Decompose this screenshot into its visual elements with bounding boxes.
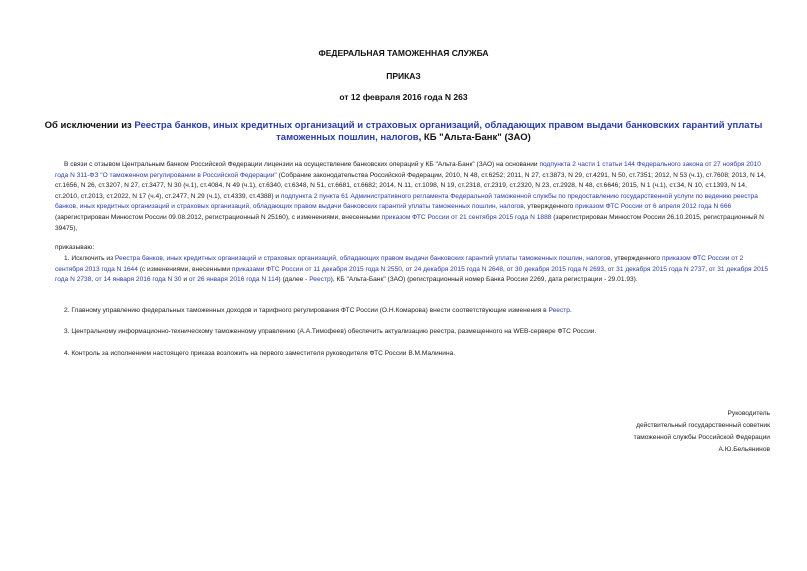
item1-text-9: и — [181, 276, 189, 284]
signature-line-3: таможенной службы Российской Федерации — [633, 434, 770, 441]
order-2550-link[interactable]: приказами ФТС России от 11 декабря 2015 года N 2550 — [231, 265, 402, 273]
item1-text-8: , — [91, 276, 96, 284]
preamble-text-4: (зарегистрирован Минюстом России 09.08.2012, регистрационный N 25160), с изменениями, внесенными — [55, 213, 382, 221]
item1-text-2: , утвержденного — [610, 255, 662, 262]
preamble-paragraph — [55, 160, 771, 234]
order-30-link[interactable]: от 14 января 2016 года N 30 — [95, 276, 182, 284]
item1-text-11: ), КБ "Альта-Банк" (ЗАО) (регистрационный номер Банка России 2269, дата регистрации - 29.01.93). — [330, 276, 638, 284]
registry-link[interactable]: Реестра банков, иных кредитных организаций и страховых организаций, обладающих правом выдачи банковских гарантий уплаты таможенных пошлин, налогов — [114, 255, 611, 262]
signature-line-4: А.Ю.Бельянинов — [718, 446, 770, 453]
title-prefix: Об исключении из — [44, 120, 135, 131]
doc-type-heading: ПРИКАЗ — [386, 71, 421, 81]
item1-text-5: , — [503, 265, 507, 273]
order-114-link[interactable]: от 26 января 2016 года N 114 — [188, 276, 279, 284]
order-item-4: 4. Контроль за исполнением настоящего приказа возложить на первого заместителя руководителя ФТС России В.М.Малинина. — [64, 350, 456, 357]
registry-short-link[interactable]: Реестр — [309, 276, 331, 284]
item1-text-3: (с изменениями, внесенными — [137, 265, 232, 273]
title-registry-link[interactable]: Реестра банков, иных кредитных организаций и страховых организаций, обладающих правом выдачи банковских гарантий уплаты таможенных пошлин, налогов — [134, 120, 763, 143]
order-item-3: 3. Центральному информационно-техническому таможенному управлению (А.А.Тимофеев) обеспечить актуализацию реестра, размещенного на WEB-сервере ФТС России. — [64, 328, 597, 335]
order-2737-link[interactable]: от 31 декабря 2015 года N 2737 — [607, 265, 706, 273]
signature-line-1: Руководитель — [727, 410, 770, 417]
item1-text-7: , — [705, 265, 709, 273]
signature-block — [530, 408, 770, 456]
order-2693-link[interactable]: от 30 декабря 2015 года N 2693 — [506, 265, 605, 273]
item1-text-1: 1. Исключить из — [64, 255, 115, 262]
title-suffix: , КБ "Альта-Банк" (ЗАО) — [418, 132, 531, 143]
item2-text-2: . — [569, 307, 572, 314]
agency-heading: ФЕДЕРАЛЬНАЯ ТАМОЖЕННАЯ СЛУЖБА — [318, 48, 489, 58]
preamble-text-2: (Собрание законодательства Российской Федерации, 2010, N 48, ст.6252; 2011, N 27, ст.3873, N 29, ст.4291, N 50, ст.7351; 2012, N 53 (ч.1), ст.7608; 2013, N 14, ст.1656, N 26, ст.3207, N 27, ст.3477, N 30 (ч.1), ст.4084, N 49 (ч.1), ст.6340, ст.6348, N 51, ст.6681, ст.6682; 2014, N 11, ст.1098, N 19, ст.2318, ст.2319, ст.2320, N 23, ст.2928, N 48, ст.6646; 2015, N 1 (ч.1), ст.34, N 10, ст.1393, N 14, ст.2010, ст.2013, ст.2022, N 17 (ч.4), ст.2477, N 29 (ч.1), ст.4339, ст.4388) и — [55, 171, 766, 200]
order-item-1 — [55, 254, 771, 286]
item2-text-1: 2. Главному управлению федеральных таможенных доходов и тарифного регулирования ФТС России (О.Н.Комарова) внести соответствующие изменения в — [64, 307, 549, 314]
order-1888-link[interactable]: приказом ФТС России от 21 сентября 2015 года N 1888 — [381, 213, 552, 221]
date-number-heading: от 12 февраля 2016 года N 263 — [339, 92, 468, 102]
item1-text-10: ) (далее - — [278, 276, 310, 284]
preamble-text-3: , утвержденного — [523, 203, 576, 211]
preamble-text-1: В связи с отзывом Центральным банком Российской Федерации лицензии на осуществление банковских операций у КБ "Альта-Банк" (ЗАО) на основании — [64, 161, 540, 168]
item2-registry-link[interactable]: Реестр — [548, 307, 570, 314]
order-666-link[interactable]: приказом ФТС России от 6 апреля 2012 года N 666 — [575, 203, 732, 211]
signature-line-2: действительный государственный советник — [636, 422, 770, 429]
preamble-text-5: (зарегистрирован Минюстом России 26.10.2015, регистрационный N 39475), — [55, 213, 764, 232]
item1-text-4: , — [401, 265, 406, 273]
reglament-link[interactable]: подпункта 2 пункта 61 Административного регламента Федеральной таможенной службы по предоставлению государственной услуги по ведению реестра банков, иных кредитных организаций и страховых организаций, обладающих правом выдачи банковских гарантий уплаты таможенных пошлин, налогов — [55, 192, 758, 211]
order-2738-link[interactable]: от 31 декабря 2015 года N 2738 — [55, 265, 769, 284]
order-1644-link[interactable]: приказом ФТС России от 2 сентября 2013 года N 1644 — [55, 255, 744, 273]
order-item-2 — [55, 306, 771, 317]
document-title — [30, 120, 777, 144]
order-word: приказываю: — [55, 244, 95, 251]
federal-law-link[interactable]: подпункта 2 части 1 статьи 144 Федерального закона от 27 ноября 2010 года N 311-ФЗ "О таможенном регулировании в Российской Федерации" — [55, 161, 761, 179]
order-2648-link[interactable]: от 24 декабря 2015 года N 2648 — [405, 265, 504, 273]
item1-text-6: , — [604, 265, 608, 273]
